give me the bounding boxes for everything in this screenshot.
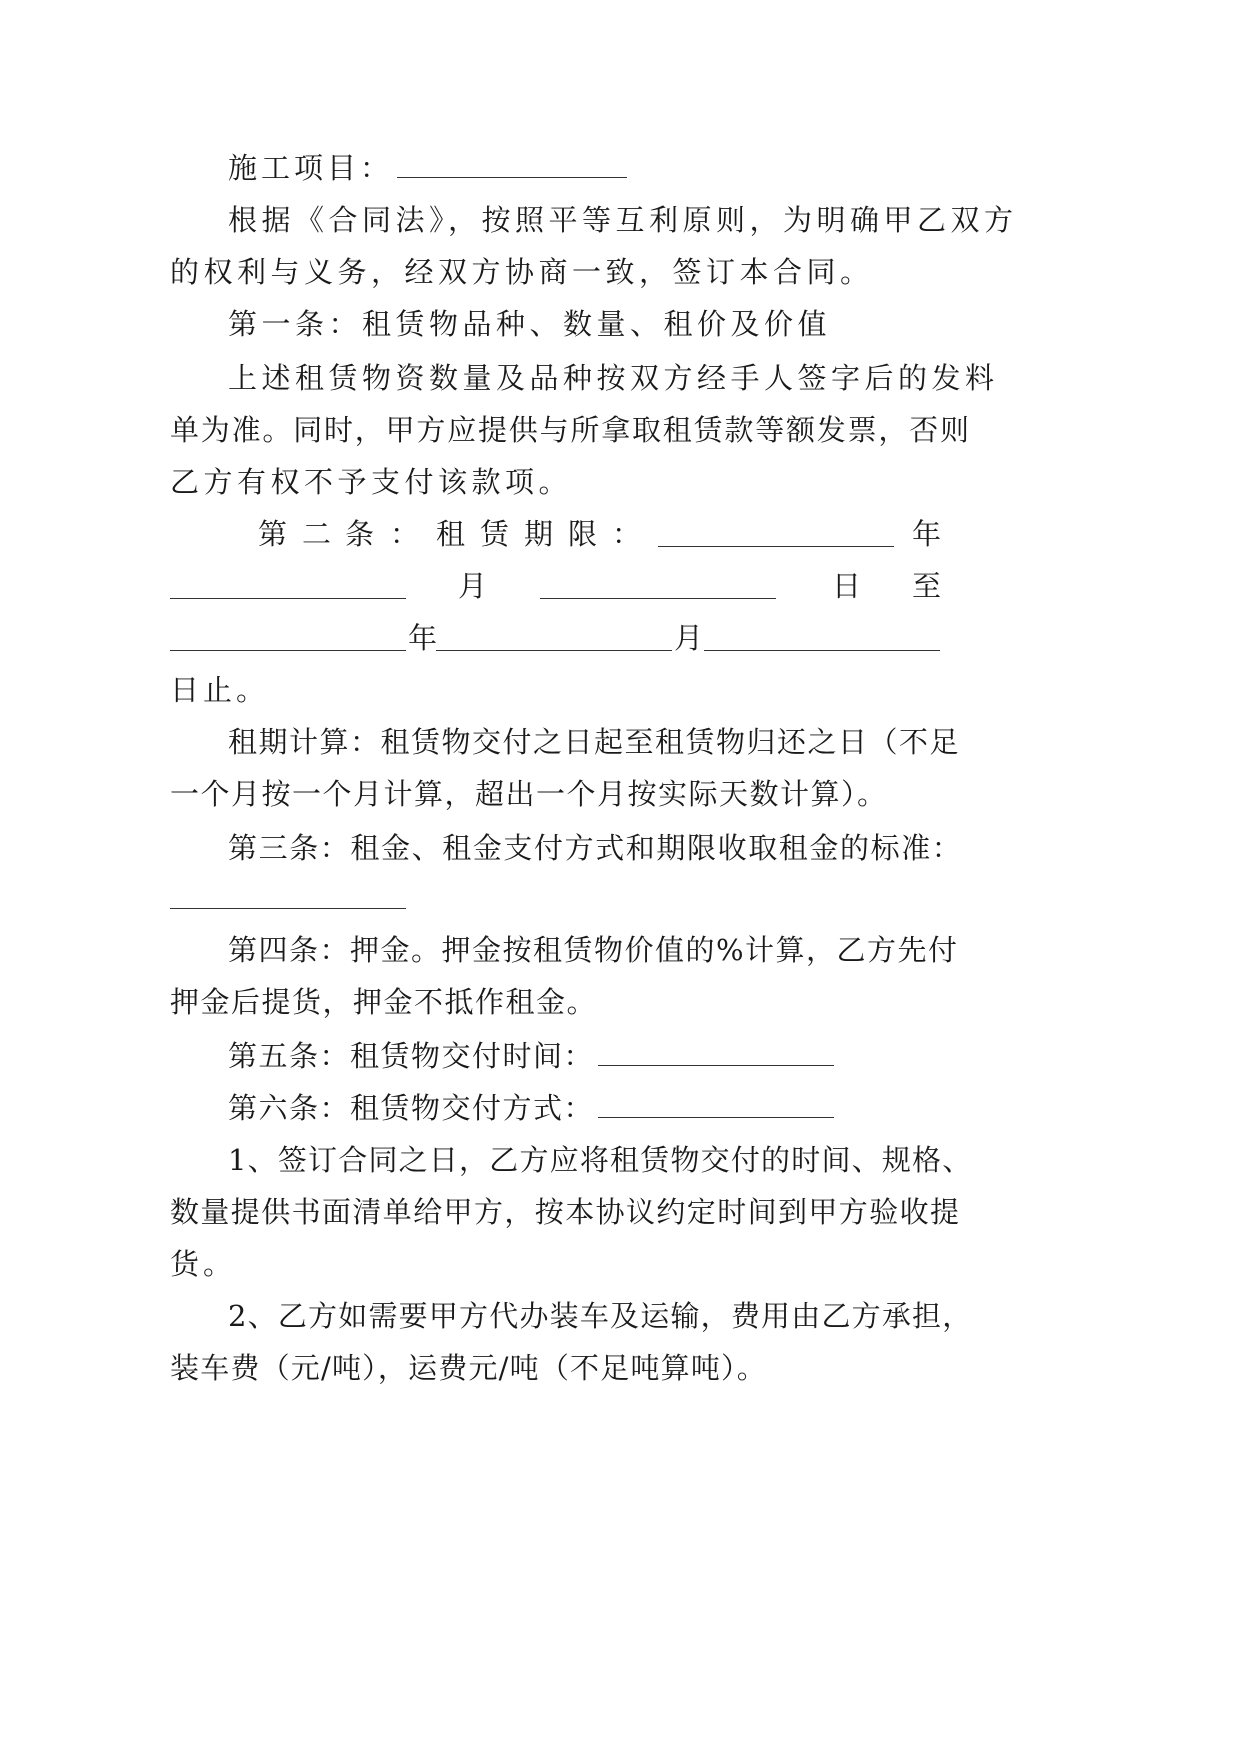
- term-line-2: 一个月按一个月计算，超出一个月按实际天数计算）。: [170, 777, 888, 811]
- article-3-blank: [170, 882, 406, 909]
- article-1-para-line-1: 上述租赁物资数量及品种按双方经手人签字后的发料: [228, 361, 999, 395]
- article-2-char: ：: [612, 517, 642, 551]
- start-year-blank-cont: [170, 572, 406, 599]
- item-2-line-2: 装车费（元/吨），运费元/吨（不足吨算吨）。: [170, 1351, 767, 1385]
- article-5-blank: [598, 1039, 834, 1066]
- article-6-blank: [598, 1091, 834, 1118]
- day-label: 日: [832, 569, 862, 603]
- project-line: [228, 148, 631, 188]
- article-5-line: [228, 1036, 838, 1076]
- end-month-label: 月: [674, 621, 704, 655]
- end-year-blank: [170, 624, 406, 651]
- article-2-char: 租: [436, 517, 466, 551]
- item-1-line-3: 货。: [170, 1247, 237, 1281]
- article-1-para-line-2: 单为准。同时，甲方应提供与所拿取租赁款等额发票，否则: [170, 413, 971, 447]
- article-2-char: ：: [390, 517, 420, 551]
- intro-line-2: 的权利与义务，经双方协商一致，签订本合同。: [170, 255, 874, 289]
- article-1-title: 第一条：租赁物品种、数量、租价及价值: [228, 307, 832, 341]
- start-year-blank: [658, 520, 894, 547]
- article-2-char: 期: [524, 517, 554, 551]
- article-2-char: 第: [258, 517, 288, 551]
- article-6-line: [228, 1088, 838, 1128]
- article-4-line-2: 押金后提货，押金不抵作租金。: [170, 985, 598, 1019]
- project-blank: [397, 151, 627, 178]
- item-2-line-1: 2、乙方如需要甲方代办装车及运输，费用由乙方承担，: [228, 1299, 973, 1333]
- article-2-char: 二: [302, 517, 332, 551]
- article-4-line-1: 第四条：押金。押金按租赁物价值的%计算，乙方先付: [228, 933, 959, 967]
- article-3: 第三条：租金、租金支付方式和期限收取租金的标准：: [228, 831, 963, 865]
- end-year-label: 年: [408, 621, 438, 655]
- article-2-char: 条: [345, 517, 375, 551]
- end-month-blank: [436, 624, 672, 651]
- article-5-label: 第五条：租赁物交付时间：: [228, 1039, 595, 1073]
- article-6-label: 第六条：租赁物交付方式：: [228, 1091, 595, 1125]
- intro-line-1: 根据《合同法》，按照平等互利原则，为明确甲乙双方: [228, 203, 1018, 237]
- term-line-1: 租期计算：租赁物交付之日起至租赁物归还之日（不足: [228, 725, 961, 759]
- article-2-char: 限: [568, 517, 598, 551]
- article-2-end: 日止。: [170, 673, 270, 707]
- item-1-line-1: 1、签订合同之日，乙方应将租赁物交付的时间、规格、: [228, 1143, 973, 1177]
- to-label: 至: [912, 569, 942, 603]
- item-1-line-2: 数量提供书面清单给甲方，按本协议约定时间到甲方验收提: [170, 1195, 961, 1229]
- year-label: 年: [912, 517, 942, 551]
- start-month-blank: [540, 572, 776, 599]
- article-1-para-line-3: 乙方有权不予支付该款项。: [170, 465, 573, 499]
- month-label: 月: [458, 569, 488, 603]
- article-2-char: 赁: [480, 517, 510, 551]
- project-label: 施工项目：: [228, 151, 394, 185]
- end-day-blank: [704, 624, 940, 651]
